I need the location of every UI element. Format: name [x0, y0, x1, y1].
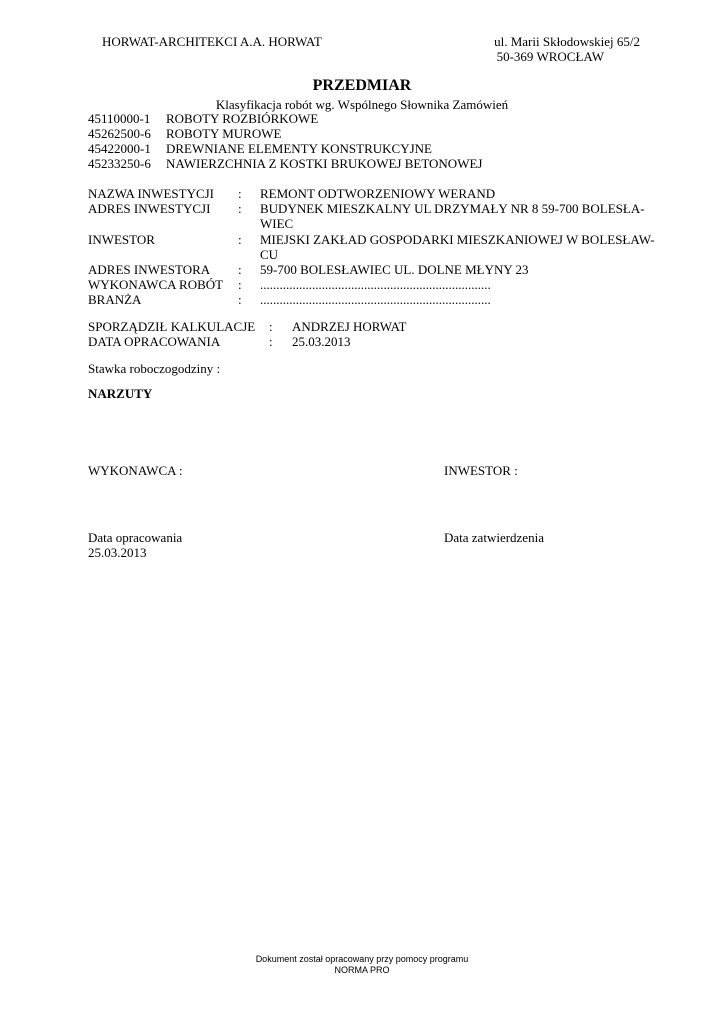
industry-value: ....................................................................... — [260, 292, 491, 307]
contractor-value: ....................................................................... — [260, 277, 491, 292]
investment-address-label: ADRES INWESTYCJI — [88, 201, 211, 216]
cpv-code: 45110000-1 — [88, 111, 151, 126]
cpv-name: ROBOTY MUROWE — [166, 126, 282, 141]
colon: : — [238, 186, 242, 201]
industry-label: BRANŻA — [88, 292, 142, 307]
cpv-code: 45262500-6 — [88, 126, 151, 141]
colon: : — [269, 319, 273, 334]
preparation-date-label: DATA OPRACOWANIA — [88, 334, 221, 349]
cpv-name: ROBOTY ROZBIÓRKOWE — [166, 111, 319, 126]
cpv-code: 45233250-6 — [88, 156, 151, 171]
approval-date-label: Data zatwierdzenia — [444, 530, 544, 545]
contractor-signature-label: WYKONAWCA : — [88, 463, 183, 478]
investor-address-label: ADRES INWESTORA — [88, 262, 211, 277]
investor-value-cont: CU — [260, 247, 279, 262]
colon: : — [238, 277, 242, 292]
investor-value: MIEJSKI ZAKŁAD GOSPODARKI MIESZKANIOWEJ W BOLESŁAW- — [260, 232, 655, 247]
hourly-rate-label: Stawka roboczogodziny : — [88, 361, 221, 376]
prepared-by-label: SPORZĄDZIŁ KALKULACJE — [88, 319, 256, 334]
cpv-name: NAWIERZCHNIA Z KOSTKI BRUKOWEJ BETONOWEJ — [166, 156, 483, 171]
colon: : — [238, 201, 242, 216]
company-address-street: ul. Marii Skłodowskiej 65/2 — [494, 34, 640, 49]
surcharges-heading: NARZUTY — [88, 386, 153, 401]
investor-signature-label: INWESTOR : — [444, 463, 518, 478]
cpv-code: 45422000-1 — [88, 141, 151, 156]
investor-address-value: 59-700 BOLESŁAWIEC UL. DOLNE MŁYNY 23 — [260, 262, 529, 277]
company-name: HORWAT-ARCHITEKCI A.A. HORWAT — [102, 34, 322, 49]
colon: : — [238, 292, 242, 307]
footer-line-2: NORMA PRO — [334, 965, 390, 975]
company-address-city: 50-369 WROCŁAW — [496, 49, 604, 64]
investment-address-value-cont: WIEC — [260, 216, 294, 231]
colon: : — [269, 334, 273, 349]
preparation-date-value: 25.03.2013 — [292, 334, 351, 349]
classification-subtitle: Klasyfikacja robót wg. Wspólnego Słownika Zamówień — [215, 97, 509, 112]
investor-label: INWESTOR — [88, 232, 155, 247]
page-title: PRZEDMIAR — [312, 77, 412, 94]
prepared-by-value: ANDRZEJ HORWAT — [292, 319, 407, 334]
preparation-date-sig-value: 25.03.2013 — [88, 545, 147, 560]
colon: : — [238, 232, 242, 247]
investment-name-label: NAZWA INWESTYCJI — [88, 186, 215, 201]
colon: : — [238, 262, 242, 277]
footer-line-1: Dokument został opracowany przy pomocy programu — [255, 954, 469, 964]
contractor-label: WYKONAWCA ROBÓT — [88, 277, 224, 292]
preparation-date-sig-label: Data opracowania — [88, 530, 183, 545]
cpv-name: DREWNIANE ELEMENTY KONSTRUKCYJNE — [166, 141, 432, 156]
investment-address-value: BUDYNEK MIESZKALNY UL DRZYMAŁY NR 8 59-700 BOLESŁA- — [260, 201, 645, 216]
investment-name-value: REMONT ODTWORZENIOWY WERAND — [260, 186, 496, 201]
